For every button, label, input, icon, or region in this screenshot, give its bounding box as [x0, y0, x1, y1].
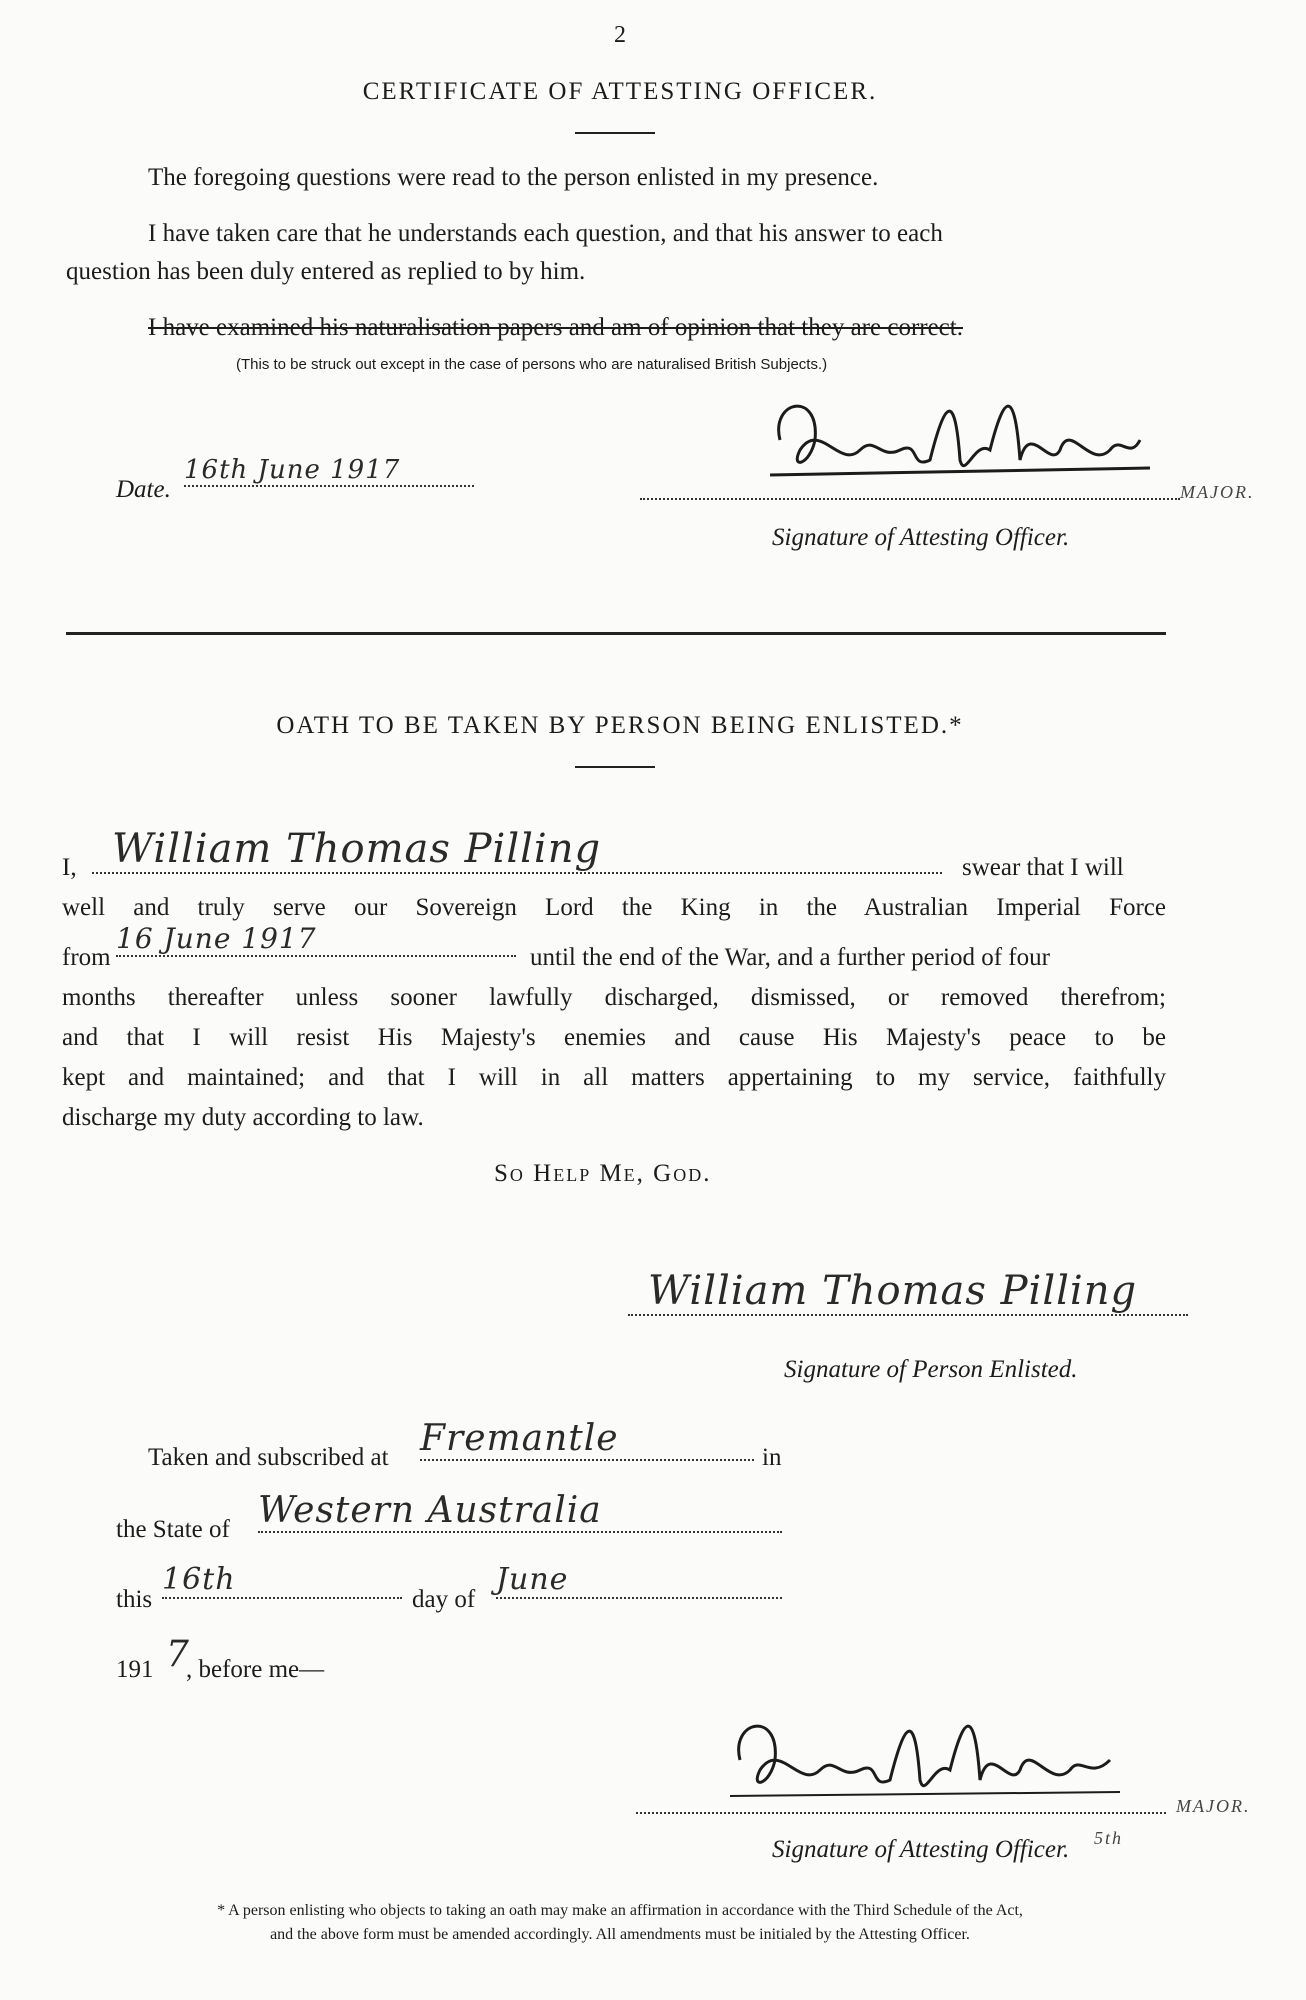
day-value: 16th	[162, 1562, 402, 1599]
enlistee-name: William Thomas Pilling	[92, 826, 942, 874]
oath-title: OATH TO BE TAKEN BY PERSON BEING ENLISTED.*	[276, 712, 964, 739]
certificate-line-2b: question has been duly entered as replied to by him.	[66, 258, 586, 285]
oath-line-2: well and truly serve our Sovereign Lord the King in the Australian Imperial Force	[62, 894, 1166, 921]
oath-from-date: 16 June 1917	[116, 922, 516, 957]
officer-rank-2: MAJOR.	[1176, 1796, 1251, 1816]
oath-divider	[575, 766, 655, 768]
oath-from-label: from	[62, 944, 111, 971]
oath-line-6: kept and maintained; and that I will in all matters appertaining to my service, faithfully	[62, 1064, 1166, 1091]
officer-stamp-suffix: 5th	[1094, 1828, 1124, 1848]
certificate-line-1: The foregoing questions were read to the person enlisted in my presence.	[148, 164, 879, 191]
state-label: the State of	[116, 1516, 230, 1543]
oath-line-4: months thereafter unless sooner lawfully discharged, dismissed, or removed therefrom;	[62, 984, 1166, 1011]
before-me: , before me—	[186, 1656, 325, 1683]
certificate-line-2a: I have taken care that he understands each question, and that his answer to each	[148, 220, 943, 247]
year-value: 7	[166, 1634, 190, 1675]
oath-line-3: until the end of the War, and a further period of four	[530, 944, 1050, 971]
page-number: 2	[614, 22, 626, 48]
strike-out-note: (This to be struck out except in the case of persons who are naturalised British Subjects.)	[236, 356, 828, 373]
officer-signature-line-2	[636, 1806, 1166, 1814]
section-divider	[66, 632, 1166, 635]
in-label: in	[762, 1444, 782, 1471]
oath-swear: swear that I will	[962, 854, 1124, 881]
officer-signature-label-2: Signature of Attesting Officer.	[772, 1836, 1070, 1863]
footnote-line-1: * A person enlisting who objects to taking an oath may make an affirmation in accordance with the Third Schedule of the Act,	[217, 1902, 1023, 1919]
officer-signature-1	[760, 380, 1160, 490]
footnote-line-2: and the above form must be amended accordingly. All amendments must be initialed by the Attesting Officer.	[270, 1926, 970, 1943]
month-value: June	[496, 1562, 782, 1599]
title-divider	[575, 132, 655, 134]
officer-signature-2	[720, 1700, 1140, 1810]
taken-subscribed-label: Taken and subscribed at	[148, 1444, 389, 1471]
oath-i-label: I,	[62, 854, 77, 881]
oath-line-5: and that I will resist His Majesty's enemies and cause His Majesty's peace to be	[62, 1024, 1166, 1051]
officer-rank-1: MAJOR.	[1180, 482, 1255, 502]
struck-naturalisation-line: I have examined his naturalisation papers and am of opinion that they are correct.	[148, 314, 963, 341]
day-of-label: day of	[412, 1586, 476, 1613]
state-value: Western Australia	[258, 1490, 782, 1533]
oath-closing: So Help Me, God.	[494, 1160, 712, 1187]
certificate-title: CERTIFICATE OF ATTESTING OFFICER.	[362, 78, 878, 105]
officer-signature-label-1: Signature of Attesting Officer.	[772, 524, 1070, 551]
year-prefix: 191	[116, 1656, 154, 1683]
date-value: 16th June 1917	[184, 455, 474, 487]
oath-line-7: discharge my duty according to law.	[62, 1104, 424, 1131]
date-label: Date.	[116, 476, 171, 503]
enlistee-signature: William Thomas Pilling	[628, 1268, 1188, 1316]
enlistee-signature-label: Signature of Person Enlisted.	[784, 1356, 1078, 1383]
place-value: Fremantle	[420, 1418, 754, 1461]
officer-signature-line-1	[640, 492, 1180, 500]
this-label: this	[116, 1586, 153, 1613]
